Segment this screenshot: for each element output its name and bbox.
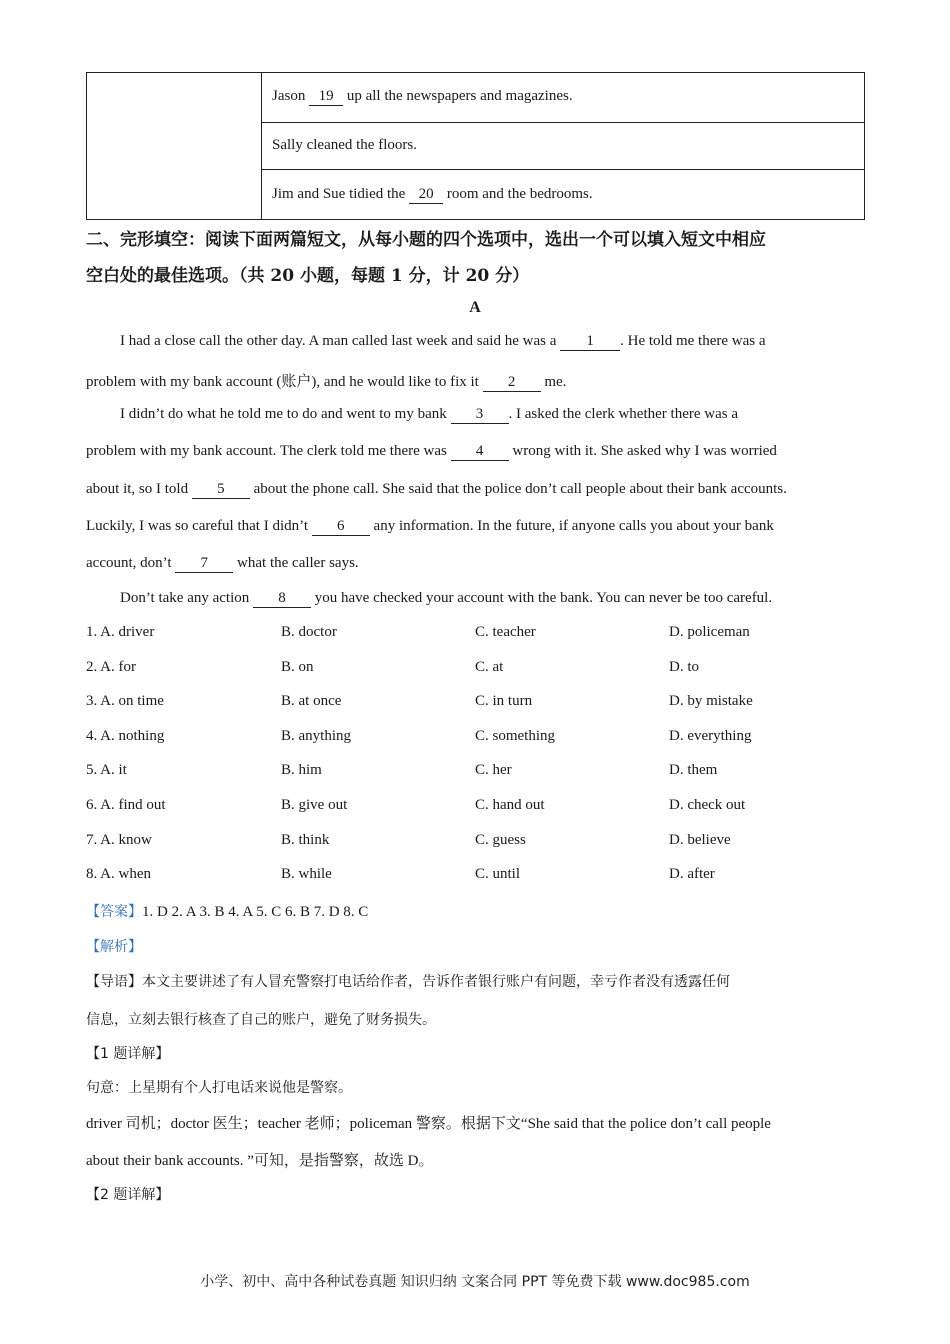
option-item: C. until [475,866,521,882]
option-item: B. while [281,866,332,882]
option-item: 8. A. when [86,866,151,882]
option-item: 4. A. nothing [86,728,165,744]
q1-meaning: 句意：上星期有个人打电话来说他是警察。 [86,1080,352,1096]
option-item: C. her [475,762,512,778]
answer-line [86,901,876,921]
option-item: B. doctor [281,624,337,640]
table-cell [262,73,865,123]
q2-title: 【2 题详解】 [86,1187,170,1203]
blank-1: 1 [560,334,620,351]
passage-line [120,406,910,424]
blank-7: 7 [175,556,233,573]
table-empty-cell [87,73,262,220]
text: you have checked your account with the bank. You can never be too careful. [311,590,773,606]
option-item: C. hand out [475,797,545,813]
analysis-label: 【解析】 [86,939,142,955]
text: what the caller says. [233,555,359,571]
guide-line1: 【导语】本文主要讲述了有人冒充警察打电话给作者，告诉作者银行账户有问题，幸亏作者没有透露任何 [86,974,730,990]
blank-6: 6 [312,519,370,536]
option-item: D. them [669,762,718,778]
option-item: C. at [475,659,504,675]
blank-2: 2 [483,375,541,392]
option-item: D. after [669,866,715,882]
option-item: 5. A. it [86,762,127,778]
option-item: D. by mistake [669,693,753,709]
option-item: 1. A. driver [86,624,155,640]
passage-line [86,481,876,499]
passage-line [86,518,876,536]
blank-4: 4 [451,444,509,461]
answer-label: 【答案】 [86,904,142,920]
option-item: B. him [281,762,322,778]
text: . He told me there was a [620,333,766,349]
option-item: B. give out [281,797,348,813]
text: problem with my bank account (账户), and he would like to fix it [86,374,483,390]
text: problem with my bank account. The clerk told me there was [86,443,451,459]
text: me. [540,374,567,390]
blank-5: 5 [192,482,250,499]
option-item: 7. A. know [86,832,152,848]
option-item: B. think [281,832,330,848]
section-heading-line2: 空白处的最佳选项。（共 20 小题，每题 1 分，计 20 分） [86,266,530,286]
chores-table [86,72,865,220]
row1-post: up all the newspapers and magazines. [343,88,573,105]
option-item: C. guess [475,832,526,848]
text: I didn’t do what he told me to do and went to my bank [120,406,451,422]
option-item: D. believe [669,832,731,848]
text: about it, so I told [86,481,192,497]
option-item: D. check out [669,797,746,813]
option-item: 2. A. for [86,659,136,675]
q1-detail-line2: about their bank accounts. ”可知，是指警察，故选 D。 [86,1153,434,1169]
text: about the phone call. She said that the police don’t call people about their bank accounts. [249,481,787,497]
blank-8: 8 [253,591,311,608]
table-cell: Sally cleaned the floors. [262,122,865,170]
blank-19: 19 [309,89,343,106]
passage-line [120,333,910,351]
text: any information. In the future, if anyone calls you about your bank [369,518,774,534]
passage-line [86,370,876,392]
table-cell [262,170,865,220]
text: . I asked the clerk whether there was a [508,406,738,422]
section-heading-line1: 二、完形填空：阅读下面两篇短文，从每小题的四个选项中，选出一个可以填入短文中相应 [86,230,766,250]
option-item: B. on [281,659,314,675]
blank-20: 20 [409,187,443,204]
option-item: D. to [669,659,699,675]
blank-3: 3 [451,407,509,424]
option-item: D. everything [669,728,752,744]
option-item: C. something [475,728,556,744]
option-item: 3. A. on time [86,693,164,709]
q1-title: 【1 题详解】 [86,1046,170,1062]
answer-text: 1. D 2. A 3. B 4. A 5. C 6. B 7. D 8. C [142,904,369,920]
text: Luckily, I was so careful that I didn’t [86,518,312,534]
passage-line [120,590,910,608]
row3-post: room and the bedrooms. [443,185,593,202]
text: Don’t take any action [120,590,254,606]
option-item: D. policeman [669,624,750,640]
page-footer: 小学、初中、高中各种试卷真题 知识归纳 文案合同 PPT 等免费下载 www.doc985.com [200,1274,750,1290]
option-item: 6. A. find out [86,797,166,813]
text: I had a close call the other day. A man called last week and said he was a [120,333,561,349]
guide-line2: 信息，立刻去银行核查了自己的账户，避免了财务损失。 [86,1012,436,1028]
option-item: B. anything [281,728,351,744]
option-item: C. in turn [475,693,533,709]
text: account, don’t [86,555,176,571]
option-item: B. at once [281,693,342,709]
row1-pre: Jason [272,88,310,105]
option-item: C. teacher [475,624,536,640]
q1-detail-line1: driver 司机；doctor 医生；teacher 老师；policeman 警察。根据下文“She said that the police don’t call people [86,1116,771,1132]
passage-line [86,443,876,461]
table-row [87,73,865,123]
row3-pre: Jim and Sue tidied the [272,185,410,202]
text: wrong with it. She asked why I was worried [508,443,777,459]
passage-line [86,555,876,573]
passage-title: A [469,299,481,316]
